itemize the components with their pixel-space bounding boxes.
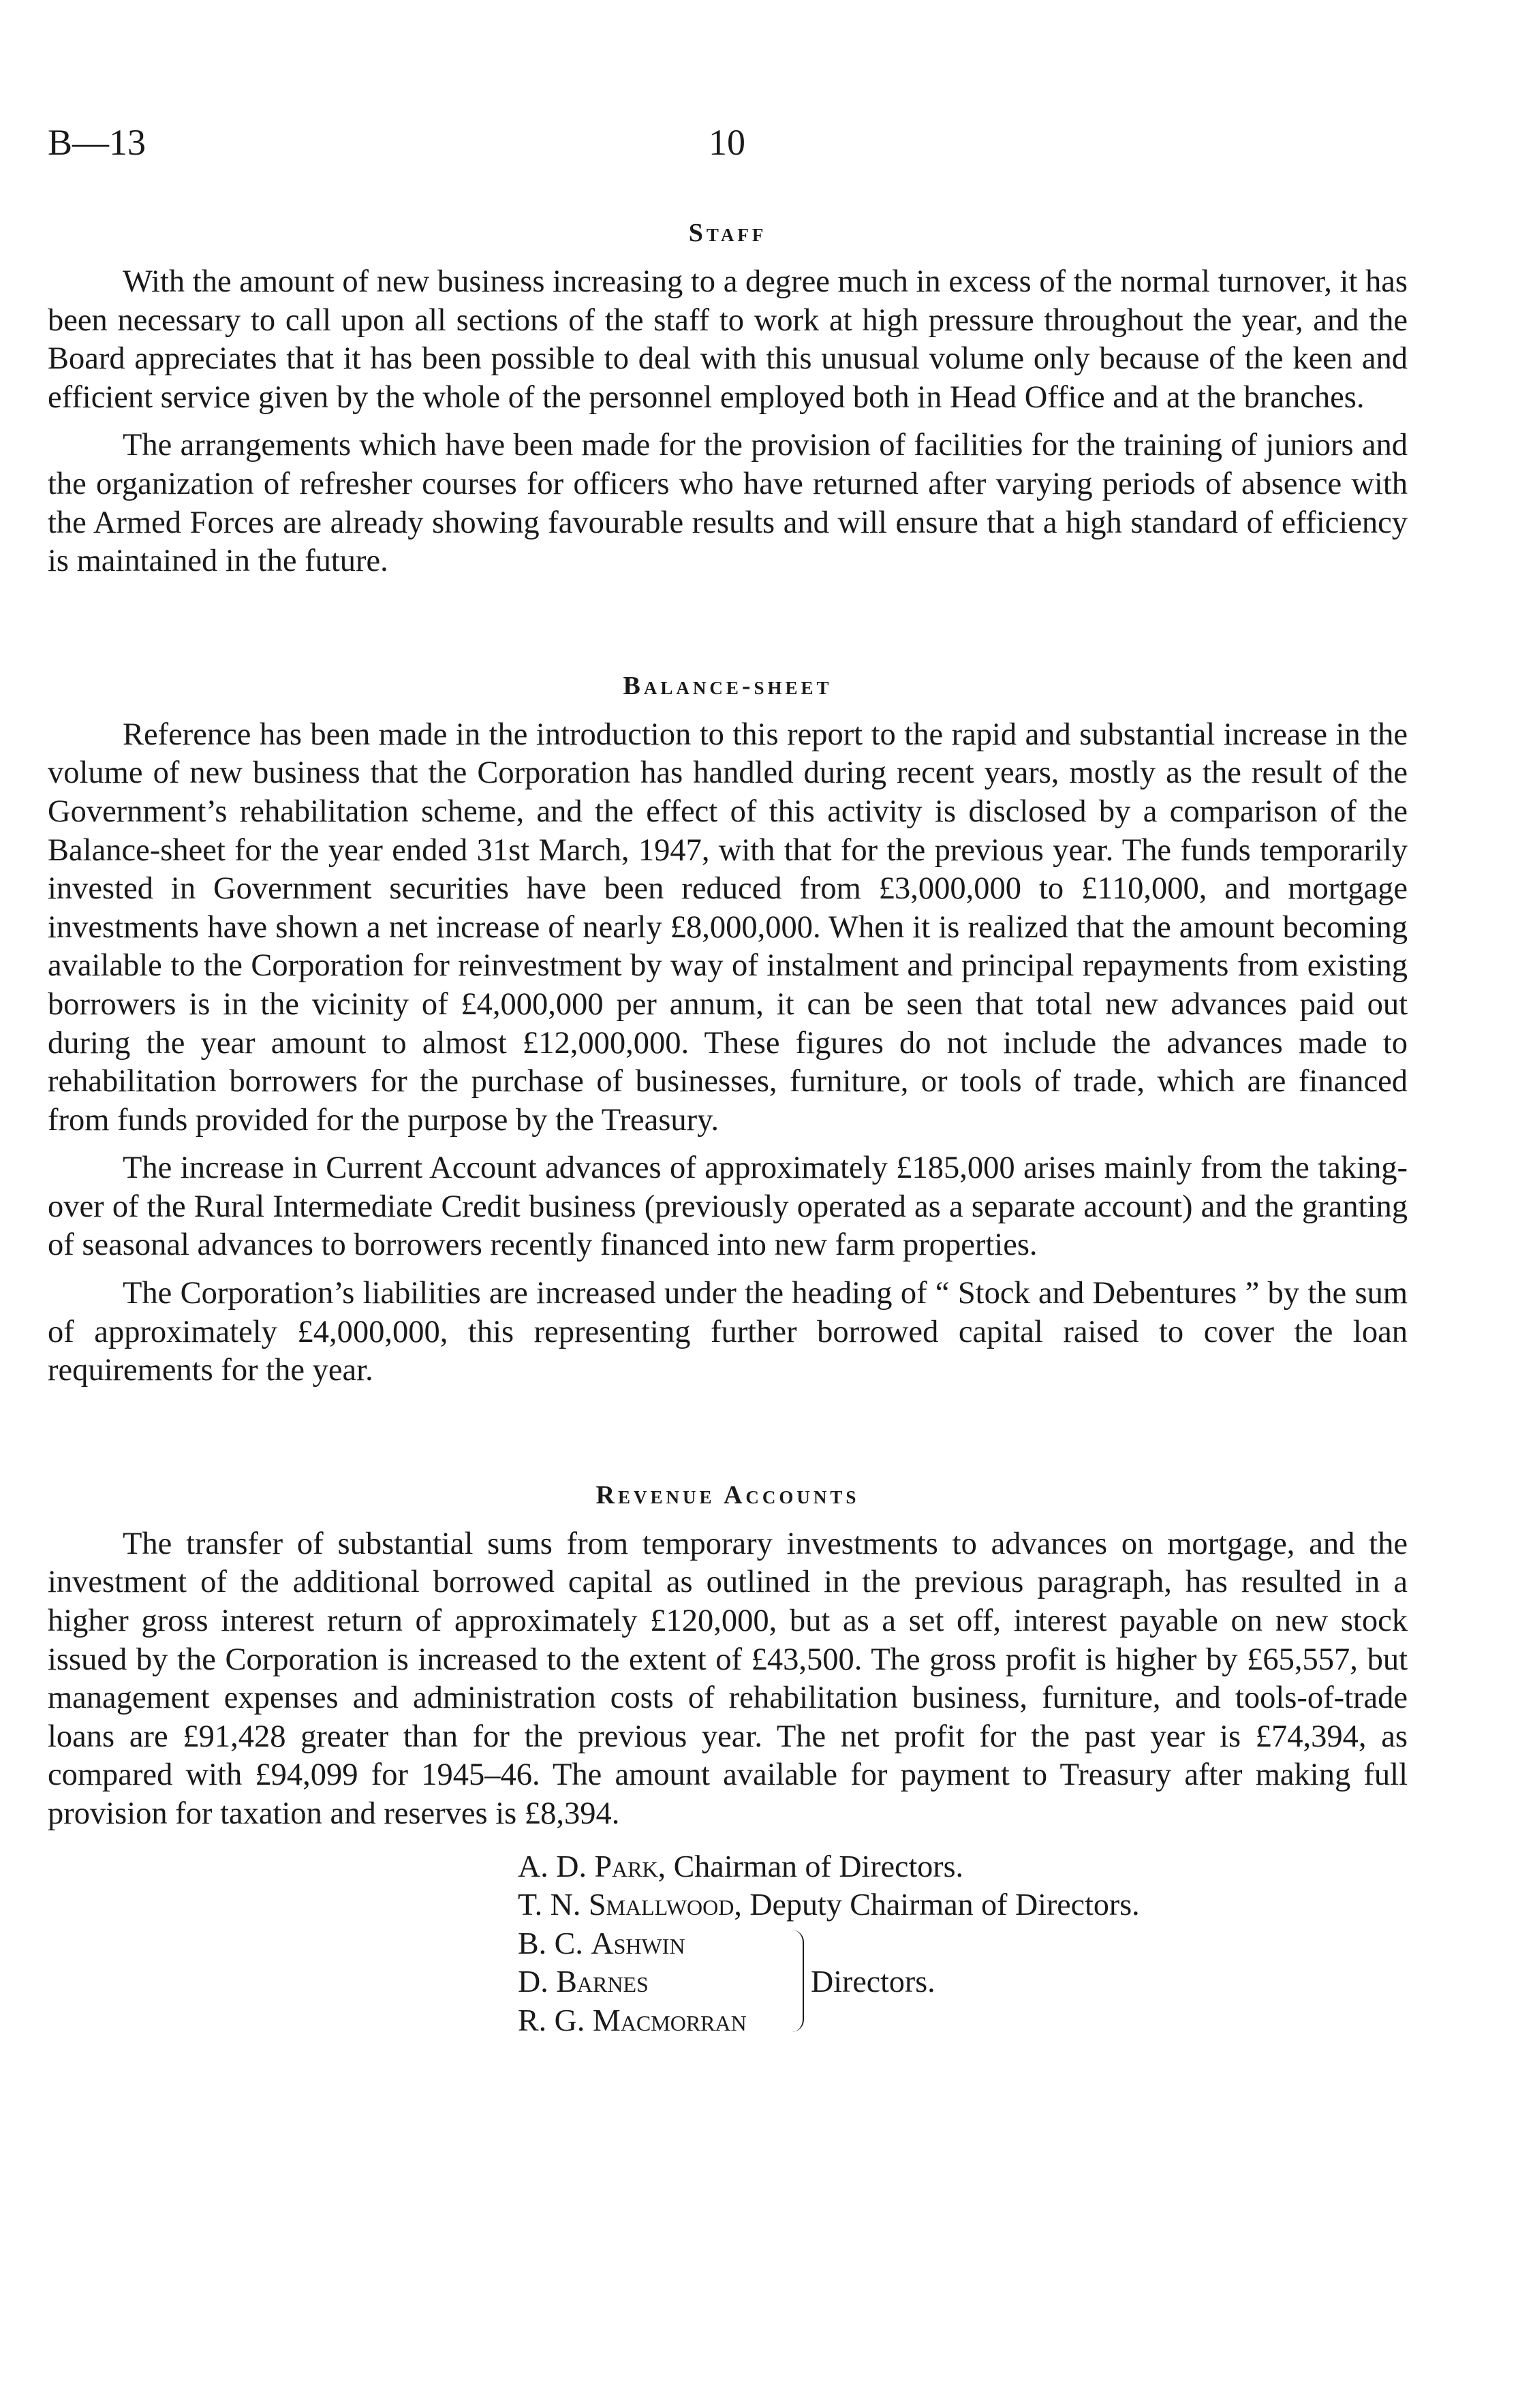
paragraph: The arrangements which have been made for the provision of facilities for the training of juniors and the organization of refresher courses for officers who have returned after varying periods of absence with the Armed Forces are already showing favourable results and will ensure that a high standard of efficiency is maintained in the future. — [48, 428, 1408, 579]
section-heading-staff: Staff — [688, 219, 767, 247]
page-header — [48, 121, 1410, 176]
section-heading-balance-sheet: Balance-sheet — [623, 671, 833, 700]
right-brace-icon — [792, 1930, 804, 2032]
signatory-director: B. C. Ashwin — [518, 1925, 685, 1960]
paragraph: The Corporation’s liabilities are increased under the heading of “ Stock and Debentures ” by the sum of approximately £4,000,000, this representing further borrowed capital raised to cover the loan requirements for the year. — [48, 1276, 1408, 1388]
section-heading-revenue-accounts: Revenue Accounts — [595, 1480, 860, 1510]
signatory-surname: Barnes — [556, 1964, 649, 1999]
document-body — [48, 218, 1408, 2039]
signatory-surname: Park — [594, 1848, 658, 1883]
signatory-chairman: A. D. Park, Chairman of Directors. — [518, 1848, 963, 1883]
signatory-director: R. G. Macmorran — [518, 2002, 747, 2037]
staff-section — [48, 218, 1408, 581]
signatories-block — [518, 1847, 1408, 2040]
directors-group — [518, 1924, 1408, 2040]
revenue-accounts-section — [48, 1480, 1408, 1834]
paragraph: With the amount of new business increasing to a degree much in excess of the normal turnover, it has been necessary to call upon all sections of the staff to work at high pressure throughout the year, and the Board appreciates that it has been possible to deal with this unusual volume only because of the keen and efficient service given by the whole of the personnel employed both in Head Office and at the branches. — [48, 264, 1408, 415]
signatory-deputy-chairman: T. N. Smallwood, Deputy Chairman of Directors. — [518, 1887, 1140, 1922]
document-reference: B—13 — [48, 122, 146, 163]
signatory-surname: Smallwood — [588, 1887, 734, 1922]
paragraph: The transfer of substantial sums from temporary investments to advances on mortgage, and the investment of the additional borrowed capital as outlined in the previous paragraph, has resulted in a higher gross interest return of approximately £120,000, but as a set off, interest payable on new stock issued by the Corporation is increased to the extent of £43,500. The gross profit is higher by £65,557, but management expenses and administration costs of rehabilitation business, furniture, and tools-of-trade loans are £91,428 greater than for the previous year. The net profit for the past year is £74,394, as compared with £94,099 for 1945–46. The amount available for payment to Treasury after making full provision for taxation and reserves is £8,394. — [48, 1526, 1408, 1831]
paragraph: The increase in Current Account advances of approximately £185,000 arises mainly from the taking-over of the Rural Intermediate Credit business (previously operated as a separate account) and the granting of seasonal advances to borrowers recently financed into new farm properties. — [48, 1151, 1408, 1263]
page-number: 10 — [709, 122, 745, 163]
paragraph: Reference has been made in the introduction to this report to the rapid and substantial increase in the volume of new business that the Corporation has handled during recent years, mostly as the result of the Government’s rehabilitation scheme, and the effect of this activity is disclosed by a comparison of the Balance-sheet for the year ended 31st March, 1947, with that for the previous year. The funds temporarily invested in Government securities have been reduced from £3,000,000 to £110,000, and mortgage investments have shown a net increase of nearly £8,000,000. When it is realized that the amount becoming available to the Corporation for reinvestment by way of instalment and principal repayments from existing borrowers is in the vicinity of £4,000,000 per annum, it can be seen that total new advances paid out during the year amount to almost £12,000,000. These figures do not include the advances made to rehabilitation borrowers for the purchase of businesses, furniture, or tools of trade, which are financed from funds provided for the purpose by the Treasury. — [48, 717, 1408, 1138]
signatory-surname: Ashwin — [591, 1925, 685, 1960]
signatory-director: D. Barnes — [518, 1964, 649, 1999]
directors-label: Directors. — [811, 1963, 935, 1999]
signatory-surname: Macmorran — [592, 2002, 747, 2037]
balance-sheet-section — [48, 671, 1408, 1390]
